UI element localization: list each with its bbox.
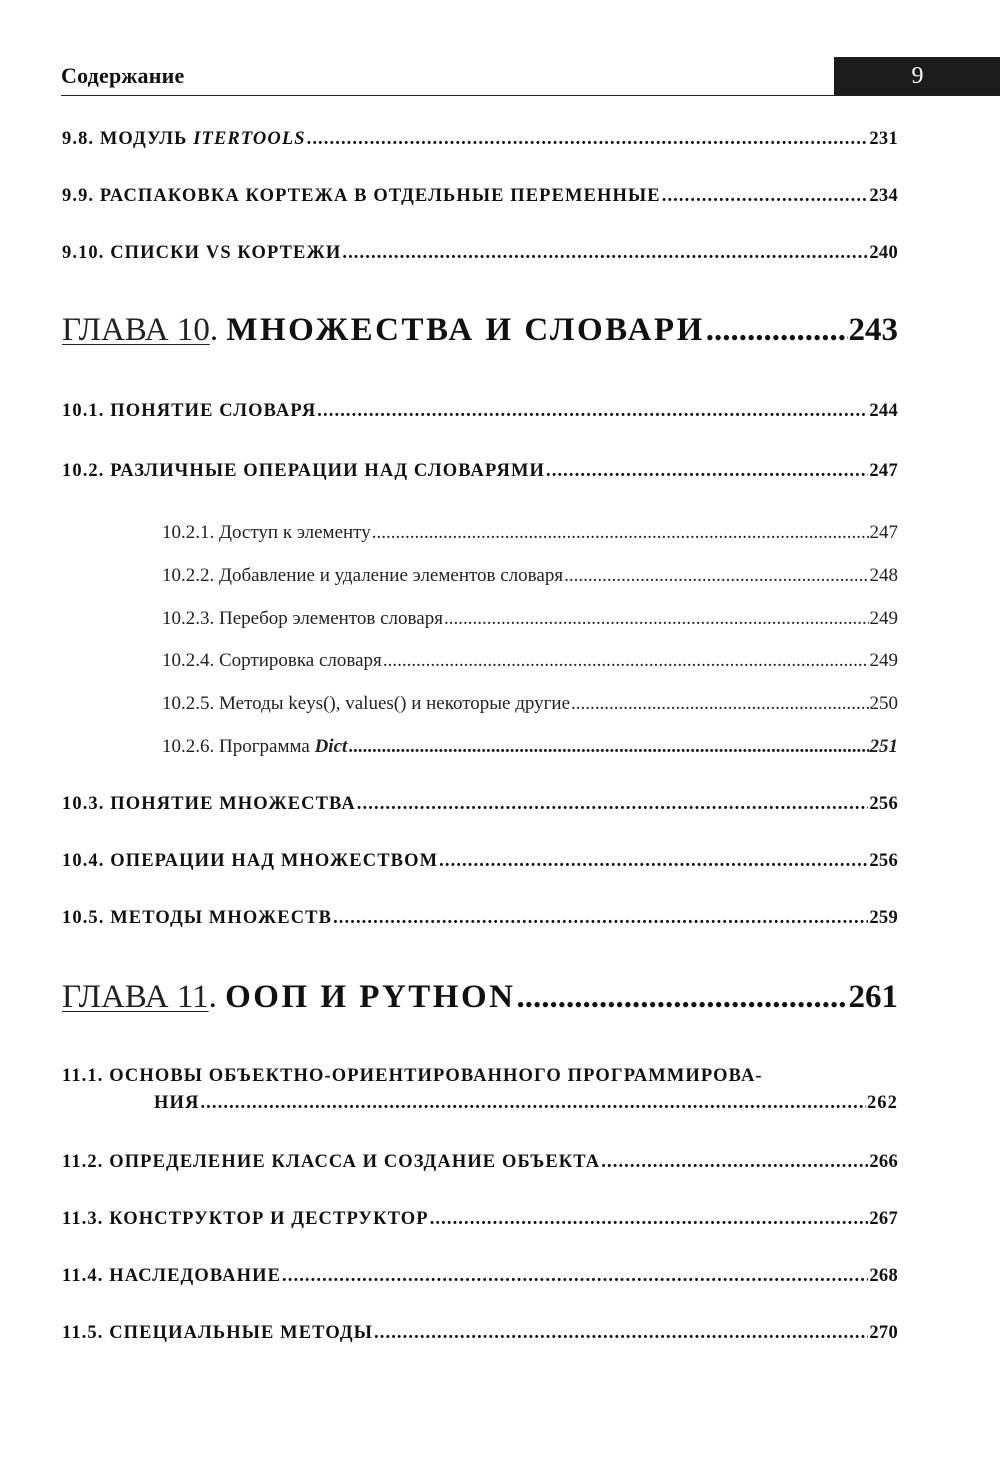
toc-entry-label: 11.4. НАСЛЕДОВАНИЕ	[62, 1266, 282, 1286]
toc-entry-label: 10.5. МЕТОДЫ МНОЖЕСТВ	[62, 908, 333, 928]
toc-entry-9-8[interactable]	[62, 129, 898, 150]
toc-entry-page: 244	[869, 401, 898, 421]
toc-entry-10-4[interactable]	[62, 851, 898, 872]
toc-entry-page: 266	[869, 1152, 898, 1172]
toc-entry-page: 256	[869, 794, 898, 814]
toc-entry-label: 10.2.5. Методы keys(), values() и некоторые другие	[162, 693, 571, 714]
toc-entry-label: 9.9. РАСПАКОВКА КОРТЕЖА В ОТДЕЛЬНЫЕ ПЕРЕМЕННЫЕ	[62, 186, 661, 206]
toc-entry-label: 11.5. СПЕЦИАЛЬНЫЕ МЕТОДЫ	[62, 1323, 374, 1343]
toc-entry-9-9[interactable]	[62, 186, 898, 207]
leader-dots	[564, 565, 868, 587]
toc-entry-label-continued: НИЯ	[154, 1093, 200, 1113]
toc-entry-10-5[interactable]	[62, 908, 898, 929]
chapter-title: ООП И PYTHON	[225, 979, 516, 1015]
toc-entry-10-2[interactable]	[62, 461, 898, 482]
toc-entry-page: 234	[869, 186, 898, 206]
toc-entry-label: 10.1. ПОНЯТИЕ СЛОВАРЯ	[62, 401, 317, 421]
leader-dots	[333, 908, 868, 929]
leader-dots	[430, 1209, 869, 1230]
toc-entry-label: 9.8. МОДУЛЬ	[62, 129, 194, 149]
toc-subentry-10-2-5[interactable]	[162, 693, 898, 715]
leader-dots	[546, 461, 868, 482]
toc-entry-label: 10.2.3. Перебор элементов словаря	[162, 608, 443, 629]
toc-entry-page: 270	[869, 1323, 898, 1343]
toc-entry-label-italic: Dict	[314, 736, 348, 757]
toc-entry-page: 249	[869, 608, 898, 629]
toc-entry-page: 268	[869, 1266, 898, 1286]
page-number: 9	[911, 63, 924, 89]
toc-entry-label: 11.1. ОСНОВЫ ОБЪЕКТНО-ОРИЕНТИРОВАННОГО ПРОГРАММИРОВА-	[62, 1066, 763, 1086]
toc-entry-label: 10.2.2. Добавление и удаление элементов словаря	[162, 565, 564, 586]
toc-entry-page: 249	[869, 650, 898, 671]
toc-entry-label: 11.3. КОНСТРУКТОР И ДЕСТРУКТОР	[62, 1209, 429, 1229]
toc-entry-label: 10.2.6. Программа	[162, 736, 315, 757]
toc-subentry-10-2-3[interactable]	[162, 608, 898, 630]
toc-entry-page: 247	[869, 522, 898, 543]
leader-dots	[348, 736, 868, 758]
toc-entry-page: 247	[869, 461, 898, 481]
leader-dots	[383, 650, 869, 672]
leader-dots	[444, 608, 869, 630]
toc-subentry-10-2-4[interactable]	[162, 650, 898, 672]
toc-entry-page: 251	[869, 736, 898, 757]
toc-entry-label: 10.2.4. Сортировка словаря	[162, 650, 382, 671]
leader-dots	[317, 401, 868, 422]
leader-dots	[662, 186, 869, 207]
toc-entry-9-10[interactable]	[62, 243, 898, 264]
leader-dots	[706, 312, 848, 349]
toc-entry-page: 240	[869, 243, 898, 263]
toc-entry-label: 9.10. СПИСКИ VS КОРТЕЖИ	[62, 243, 342, 263]
toc-subentry-10-2-2[interactable]	[162, 565, 898, 587]
chapter-number: ГЛАВА 10	[62, 312, 210, 348]
toc-entry-page: 250	[869, 693, 898, 714]
toc-entry-page: 243	[848, 312, 898, 348]
toc-entry-11-1[interactable]	[62, 1066, 898, 1114]
leader-dots	[372, 522, 869, 544]
toc-entry-page: 259	[869, 908, 898, 928]
toc-chapter-10[interactable]: ГЛАВА 10. МНОЖЕСТВА И СЛОВАРИ ..... 243	[62, 312, 898, 349]
toc-chapter-11[interactable]: ГЛАВА 11. ООП И PYTHON ..... 261	[62, 979, 898, 1016]
toc-entry-10-1[interactable]	[62, 401, 898, 422]
leader-dots	[357, 794, 869, 815]
leader-dots	[439, 851, 868, 872]
leader-dots	[374, 1323, 868, 1344]
toc-entry-label-italic: ITERTOOLS	[193, 129, 306, 149]
toc-entry-page: 231	[869, 129, 898, 149]
leader-dots	[307, 129, 869, 150]
toc-entry-11-2[interactable]	[62, 1152, 898, 1173]
toc-entry-page: 267	[869, 1209, 898, 1229]
leader-dots	[200, 1093, 865, 1114]
toc-entry-page: 256	[869, 851, 898, 871]
leader-dots	[601, 1152, 868, 1173]
leader-dots	[516, 979, 847, 1016]
running-header	[61, 57, 1000, 96]
toc-entry-11-5[interactable]	[62, 1323, 898, 1344]
toc-entry-label: 10.3. ПОНЯТИЕ МНОЖЕСТВА	[62, 794, 356, 814]
chapter-title: МНОЖЕСТВА И СЛОВАРИ	[226, 312, 705, 348]
toc-entry-label: 10.2. РАЗЛИЧНЫЕ ОПЕРАЦИИ НАД СЛОВАРЯМИ	[62, 461, 545, 481]
toc-subentry-10-2-6[interactable]	[162, 736, 898, 758]
toc-entry-11-4[interactable]	[62, 1266, 898, 1287]
leader-dots	[571, 693, 868, 715]
leader-dots	[342, 243, 868, 264]
toc-entry-page: 262	[866, 1093, 898, 1113]
page-number-box	[834, 57, 1000, 95]
toc-entry-label: 10.4. ОПЕРАЦИИ НАД МНОЖЕСТВОМ	[62, 851, 439, 871]
toc-entry-11-3[interactable]	[62, 1209, 898, 1230]
toc-entry-page: 261	[848, 979, 898, 1015]
toc-subentry-10-2-1[interactable]	[162, 522, 898, 544]
chapter-number: ГЛАВА 11	[62, 979, 209, 1015]
leader-dots	[282, 1266, 868, 1287]
toc-entry-10-3[interactable]	[62, 794, 898, 815]
toc-entry-label: 11.2. ОПРЕДЕЛЕНИЕ КЛАССА И СОЗДАНИЕ ОБЪЕКТА	[62, 1152, 601, 1172]
toc-entry-page: 248	[869, 565, 898, 586]
toc-entry-label: 10.2.1. Доступ к элементу	[162, 522, 371, 543]
header-title: Содержание	[61, 63, 185, 88]
